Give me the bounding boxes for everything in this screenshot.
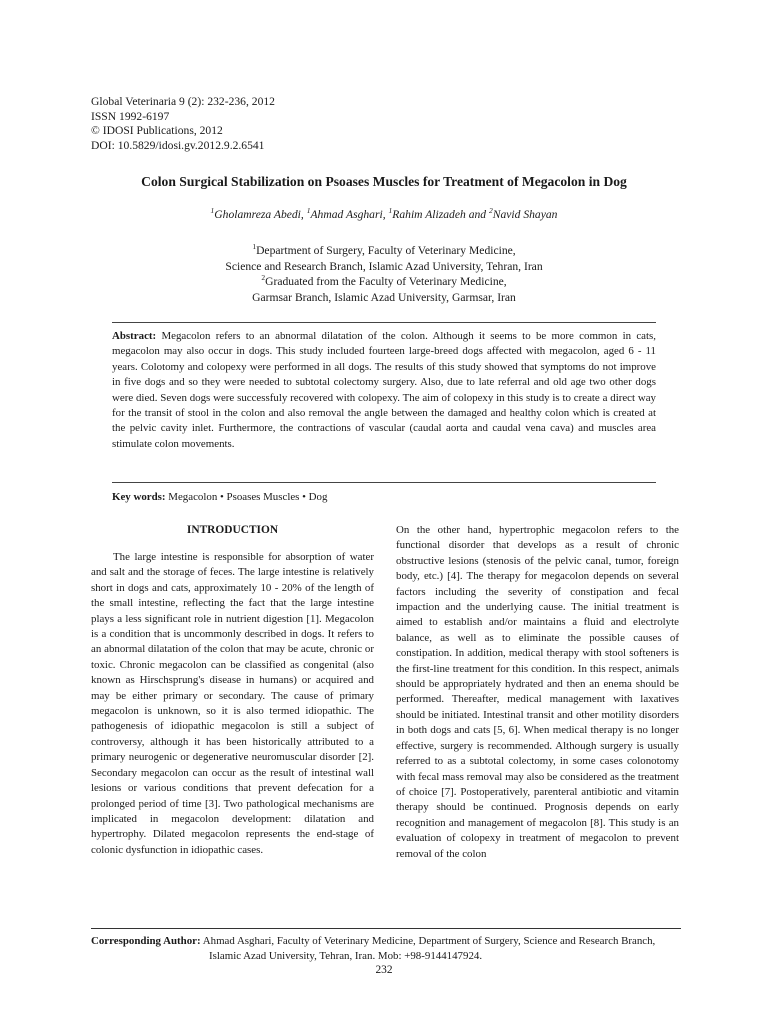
page-number: 232 <box>375 964 393 976</box>
author-name: Gholamreza Abedi, <box>214 208 307 221</box>
abstract-top-rule <box>112 322 656 323</box>
author-affil-sup: 1 <box>210 206 215 216</box>
author-name: Rahim Alizadeh and <box>392 208 489 221</box>
author-name: Ahmad Asghari, <box>310 208 389 221</box>
footer-rule <box>91 928 681 929</box>
journal-citation: Global Veterinaria 9 (2): 232-236, 2012 <box>91 95 275 108</box>
intro-paragraph-continued: On the other hand, hypertrophic megacolon refers to the functional disorder that develops as a result of chronic obstructive lesions (stenosis of the pelvic canal, tumor, foreign body, etc.) [4]. The therapy for megacolon depends on several factors including the severity of constipation and fecal impaction and the underlying cause. The initial treatment is aimed to establish and/or maintains a fluid and electrolyte balance, as well as to eliminate the possible causes of constipation. In addition, medical therapy with stool softeners is the first-line treatment for this condition. In this respect, animals should be appropriately hydrated and then an enema should be performed. Thereafter, medical management with laxatives should be initiated. Intestinal transit and other motility disorders in both dogs and cats [5, 6]. When medical therapy is no longer effective, surgery is recommended. Although surgery is usually referred to as a subtotal colectomy, in some cases colonotomy with fecal mass removal may also be considered as the treatment of choice [7]. Postoperatively, parenteral antibiotic and vitamin therapy should be continued. Prognosis depends on early recognition and management of megacolon [8]. This study is an evaluation of colopexy in treatment of megacolon to prevent removal of the colon <box>396 524 679 860</box>
affiliation-1-text: Department of Surgery, Faculty of Veterinary Medicine, <box>256 244 516 257</box>
author-affil-sup: 1 <box>306 206 311 216</box>
affiliation-1-line-1 <box>60 243 708 259</box>
journal-issn: ISSN 1992-6197 <box>91 109 170 123</box>
abstract-label: Abstract: <box>112 330 157 342</box>
affiliation-2-line-1 <box>60 274 708 290</box>
affiliation-2-text: Graduated from the Faculty of Veterinary Medicine, <box>265 275 507 289</box>
intro-paragraph: The large intestine is responsible for absorption of water and salt and the storage of feces. The large intestine is relatively short in dogs and cats, approximately 10 - 20% of the length of the small intestine, reflecting the fact that the large intestine plays a less significant role in nutrient digestion [1]. Megacolon is a condition that is uncommonly described in dogs. It refers to an abnormal dilatation of the colon that may be acute, chronic or toxic. Chronic megacolon can be classified as congenital (also known as Hirschsprung's disease in humans) or acquired and may be either primary or secondary. The cause of primary megacolon is unknown, so it is also termed idiopathic. The pathogenesis of idiopathic megacolon is still a subject of controversy, although it has been historically attributed to a primary neurogenic or degenerative neuromuscular disorder [2]. Secondary megacolon can occur as the result of intestinal wall lesions or various conditions that prevent defecation for a prolonged period of time [3]. Two pathological mechanisms are implicated in megacolon development: dilatation and hypertrophy. Dilated megacolon represents the end-stage of colonic dysfunction in idiopathic cases. <box>91 551 374 856</box>
affiliation-2-sup: 2 <box>261 273 266 283</box>
keywords-label: Key words: <box>112 491 166 503</box>
abstract-text: Megacolon refers to an abnormal dilatation of the colon. Although it seems to be more common in cats, megacolon may also occur in dogs. This study included fourteen large-breed dogs affected with megacolon, aged 6 - 11 years. Colotomy and colopexy were performed in all dogs. The results of this study showed that symptoms do not improve in five dogs and so they were needed to subtotal colectomy surgery. Also, due to late referral and old age two other dogs were died. Seven dogs were successfuly recovered with colopexy. The aim of colopexy in this study is to create a direct way for the transit of stool in the colon and also removal the angle between the damaged and healthy colon which is created at the pelvic cavity inlet. Furthermore, the contractions of vascular (caudal aorta and caudal vena cava) and muscles area stimulate colon movements. <box>112 330 656 450</box>
left-column <box>91 523 374 858</box>
right-column <box>396 523 679 862</box>
corresponding-line-2: Islamic Azad University, Tehran, Iran. Mob: +98-9144147924. <box>209 950 483 963</box>
affiliation-2-line-2: Garmsar Branch, Islamic Azad University, Garmsar, Iran <box>252 290 516 304</box>
keywords <box>112 490 656 505</box>
author-affil-sup: 1 <box>388 206 393 216</box>
corresponding-text-1: Ahmad Asghari, Faculty of Veterinary Medicine, Department of Surgery, Science and Research Branch, <box>200 935 656 947</box>
journal-info <box>91 95 275 153</box>
section-heading-introduction: INTRODUCTION <box>186 524 279 536</box>
author-affil-sup: 2 <box>488 206 493 216</box>
author-name: Navid Shayan <box>492 208 558 221</box>
journal-copyright: © IDOSI Publications, 2012 <box>91 124 223 138</box>
corresponding-label: Corresponding Author: <box>91 935 201 947</box>
corresponding-author <box>91 934 681 965</box>
paper-title: Colon Surgical Stabilization on Psoases Muscles for Treatment of Megacolon in Dog <box>141 174 627 189</box>
abstract <box>112 329 656 452</box>
keywords-text: Megacolon • Psoases Muscles • Dog <box>165 491 328 503</box>
author-list <box>60 207 708 222</box>
affiliation-1-line-2: Science and Research Branch, Islamic Azad University, Tehran, Iran <box>225 259 543 273</box>
affiliations <box>60 243 708 305</box>
journal-doi: DOI: 10.5829/idosi.gv.2012.9.2.6541 <box>91 138 265 152</box>
keywords-top-rule <box>112 482 656 483</box>
corresponding-line-1 <box>91 934 681 949</box>
affiliation-1-sup: 1 <box>252 242 257 252</box>
